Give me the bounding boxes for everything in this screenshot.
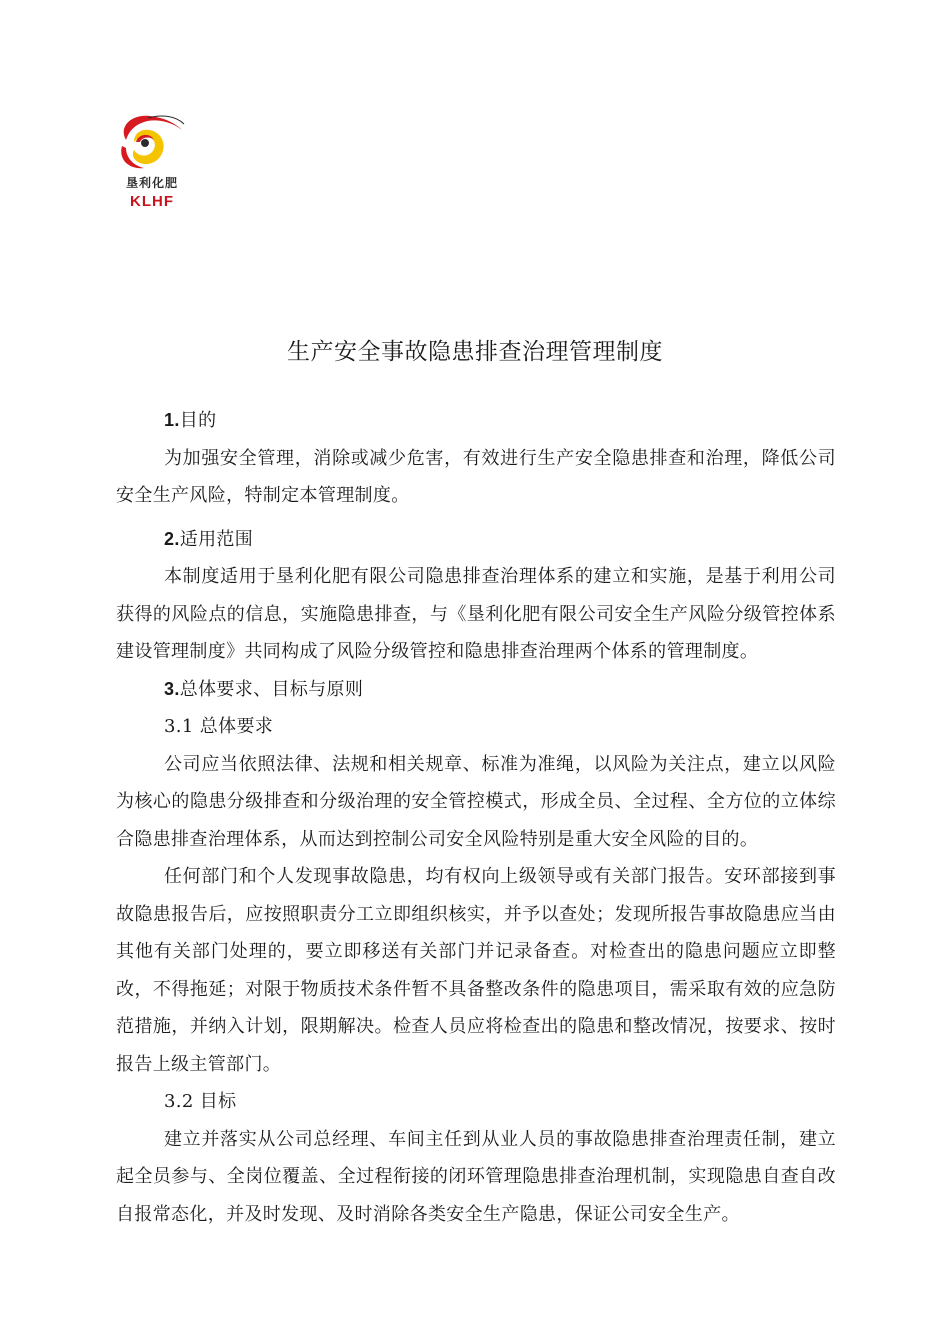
subsection-3-1-paragraph: 公司应当依照法律、法规和相关规章、标准为准绳，以风险为关注点，建立以风险为核心的隐患分级排查和分级治理的安全管控模式，形成全员、全过程、全方位的立体综合隐患排查治理体系，从而达到控制公司安全风险特别是重大安全风险的目的。 — [116, 753, 836, 850]
logo-company-name-en: KLHF — [130, 193, 174, 210]
section-number: 2. — [164, 528, 180, 549]
subsection-3-1-paragraph: 任何部门和个人发现事故隐患，均有权向上级领导或有关部门报告。安环部接到事故隐患报告后，应按照职责分工立即组织核实，并予以查处；发现所报告事故隐患应当由其他有关部门处理的，要立即移送有关部门并记录备查。对检查出的隐患问题应立即整改，不得拖延；对限于物质技术条件暂不具备整改条件的隐患项目，需采取有效的应急防范措施，并纳入计划，限期解决。检查人员应将检查出的隐患和整改情况，按要求、按时报告上级主管部门。 — [116, 866, 836, 1075]
section-title: 总体要求、目标与原则 — [179, 678, 364, 700]
subsection-3-1-heading: 3.1 总体要求 — [164, 716, 274, 737]
section-1-heading — [116, 402, 836, 440]
section-title: 目的 — [179, 410, 217, 431]
section-number: 3. — [164, 678, 180, 699]
subsection-3-2-paragraph: 建立并落实从公司总经理、车间主任到从业人员的事故隐患排查治理责任制，建立起全员参与、全岗位覆盖、全过程衔接的闭环管理隐患排查治理机制，实现隐患自查自改自报常态化，并及时发现、及时消除各类安全生产隐患，保证公司安全生产。 — [116, 1128, 836, 1225]
section-2-paragraph: 本制度适用于垦利化肥有限公司隐患排查治理体系的建立和实施，是基于利用公司获得的风险点的信息，实施隐患排查，与《垦利化肥有限公司安全生产风险分级管控体系建设管理制度》共同构成了风险分级管控和隐患排查治理两个体系的管理制度。 — [116, 566, 836, 662]
document-body — [116, 396, 836, 1233]
section-number: 1. — [164, 410, 180, 430]
section-1-paragraph: 为加强安全管理，消除或减少危害，有效进行生产安全隐患排查和治理，降低公司安全生产风险，特制定本管理制度。 — [116, 447, 836, 506]
logo-emblem-icon — [112, 112, 192, 174]
subsection-3-2-heading: 3.2 目标 — [164, 1091, 237, 1112]
document-title: 生产安全事故隐患排查治理管理制度 — [287, 339, 663, 365]
section-3-heading — [116, 671, 836, 709]
section-title: 适用范围 — [179, 528, 254, 550]
section-2-heading — [116, 521, 836, 559]
logo-company-name-cn: 垦利化肥 — [125, 176, 178, 190]
